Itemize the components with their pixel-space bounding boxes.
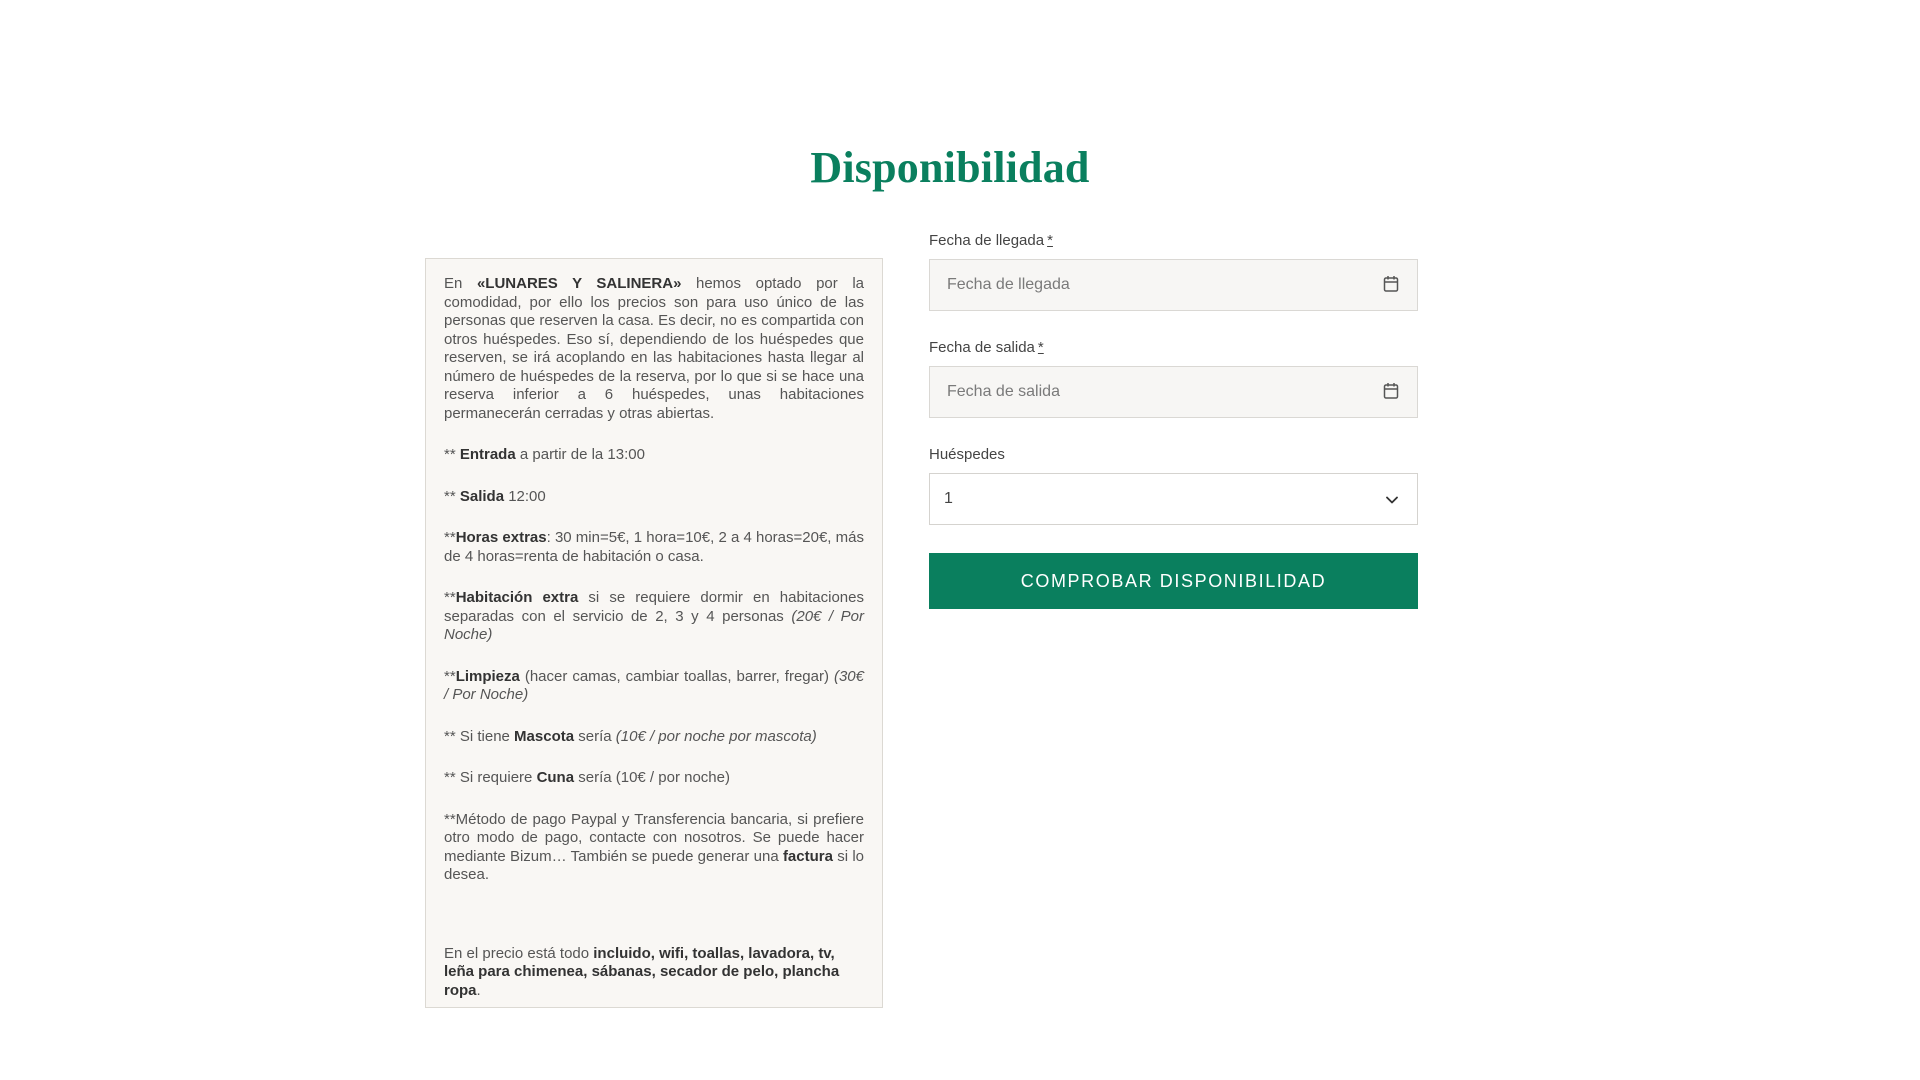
departure-date-box[interactable] (929, 366, 1418, 418)
check-availability-button[interactable]: COMPROBAR DISPONIBILIDAD (929, 553, 1418, 609)
info-limpieza: **Limpieza (hacer camas, cambiar toallas, barrer, fregar) (30€ / Por Noche) (444, 667, 864, 703)
booking-info-panel (425, 258, 883, 1008)
info-pago: **Método de pago Paypal y Transferencia bancaria, si prefiere otro modo de pago, contacte con nosotros. Se puede hacer mediante Bizum… También se puede generar una factura si lo desea. (444, 810, 865, 883)
arrival-date-field (929, 232, 1418, 311)
departure-date-field (929, 339, 1418, 418)
guests-select[interactable] (929, 473, 1418, 525)
info-cuna: ** Si requiere Cuna sería (10€ / por noche) (444, 769, 730, 786)
info-mascota: ** Si tiene Mascota sería (10€ / por noche por mascota) (444, 727, 817, 745)
info-habitacion-extra: **Habitación extra si se requiere dormir en habitaciones separadas con el servicio de 2, 3 y 4 personas (20€ / Por Noche) (444, 589, 864, 643)
info-precio: En el precio está todo incluido, wifi, toallas, lavadora, tv, leña para chimenea, sábanas, secador de pelo, plancha ropa. (444, 944, 840, 999)
availability-form (929, 232, 1418, 609)
page-title: Disponibilidad (810, 143, 1090, 192)
calendar-icon[interactable] (1383, 275, 1399, 293)
required-mark: * (1037, 339, 1044, 356)
arrival-date-box[interactable] (929, 259, 1418, 311)
required-mark: * (1047, 232, 1053, 249)
info-salida: ** Salida 12:00 (444, 487, 546, 505)
arrival-date-input[interactable] (930, 260, 1417, 310)
info-intro: En «LUNARES Y SALINERA» hemos optado por la comodidad, por ello los precios son para uso único de las personas que reserven la casa. Es decir, no es compartida con otros huéspedes. Eso sí, dependiendo de los huéspedes que reserven, se irá acoplando en las habitaciones hasta llegar al número de huéspedes de la reserva, por lo que si se hace una reserva inferior a 6 huéspedes, unas habitaciones permanecerán cerradas y otras abiertas. (444, 275, 864, 422)
departure-date-label: Fecha de salida * (929, 339, 1044, 356)
departure-date-input[interactable] (930, 367, 1417, 417)
calendar-icon[interactable] (1383, 382, 1399, 400)
chevron-down-icon[interactable] (1385, 493, 1399, 507)
guests-selected-value: 1 (944, 490, 953, 507)
guests-field (929, 446, 1418, 525)
arrival-date-label: Fecha de llegada * (929, 232, 1053, 249)
info-entrada: ** Entrada a partir de la 13:00 (444, 446, 645, 463)
info-horas-extras: **Horas extras: 30 min=5€, 1 hora=10€, 2 a 4 horas=20€, más de 4 horas=renta de habitación o casa. (444, 529, 864, 565)
guests-label: Huéspedes (929, 446, 1005, 463)
